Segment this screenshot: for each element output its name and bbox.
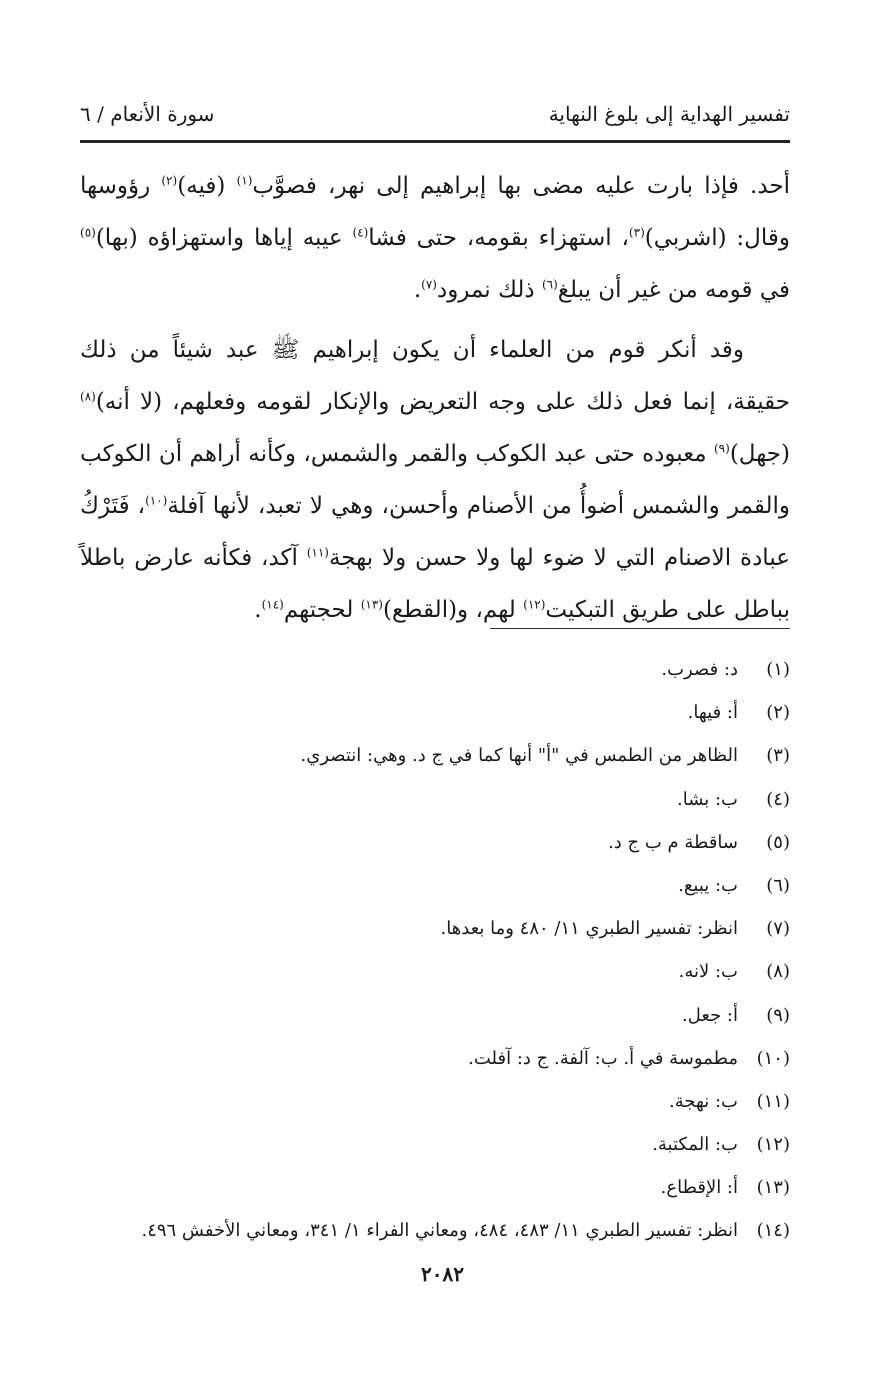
footnote-text: الظاهر من الطمس في "أ" أنها كما في ج د. وهي: انتصري.	[300, 745, 738, 767]
paragraph-1	[80, 160, 790, 316]
footnote-ref-5[interactable]: (٥)	[80, 225, 96, 240]
footnote-number: (١٤)	[756, 1220, 790, 1242]
text-run: عيبه إياها واستهزاؤه (بها)	[95, 225, 353, 251]
footnote-ref-13[interactable]: (١٣)	[360, 597, 383, 612]
footnote-number: (٢)	[766, 702, 790, 724]
footnote-item	[80, 691, 790, 734]
footnote-text: ب: يبيع.	[678, 874, 738, 896]
paragraph-2	[80, 324, 790, 636]
text-run: لحجتهم	[283, 597, 361, 623]
footnote-item	[80, 907, 790, 950]
footnote-text: أ: جعل.	[682, 1004, 738, 1026]
footnote-number: (١٣)	[756, 1177, 790, 1199]
text-run: ذلك نمرود	[436, 277, 542, 303]
footnote-item	[80, 778, 790, 821]
footnote-text: ب: نهجة.	[668, 1090, 738, 1112]
footnote-item	[80, 1037, 790, 1080]
footnote-text: ساقطة م ب ج د.	[608, 831, 738, 853]
footnote-number: (٨)	[766, 961, 790, 983]
footnote-ref-2[interactable]: (٢)	[161, 173, 178, 188]
text-run: (فيه)	[177, 173, 237, 199]
text-run: أحد. فإذا بارت عليه مضى بها إبراهيم إلى نهر، فصوَّب	[252, 173, 791, 199]
footnote-ref-6[interactable]: (٦)	[541, 277, 558, 292]
footnote-ref-11[interactable]: (١١)	[306, 545, 329, 560]
footnote-number: (٧)	[766, 918, 790, 940]
header-divider	[80, 140, 790, 143]
footnote-text: مطموسة في أ. ب: آلفة. ج د: آفلت.	[468, 1047, 738, 1069]
footnote-number: (٥)	[766, 831, 790, 853]
footnote-text: د: فصرب.	[661, 659, 738, 680]
text-run: في قومه من غير أن يبلغ	[557, 277, 790, 303]
footnote-ref-3[interactable]: (٣)	[628, 225, 645, 240]
footnote-item	[80, 821, 790, 864]
footnote-number: (١١)	[756, 1090, 790, 1112]
footnote-number: (٣)	[766, 745, 790, 767]
footnote-item	[80, 1123, 790, 1166]
footnotes-list	[80, 648, 790, 1253]
footnote-divider	[490, 628, 790, 629]
footnote-ref-10[interactable]: (١٠)	[145, 493, 168, 508]
footnote-ref-4[interactable]: (٤)	[352, 225, 369, 240]
footnote-text: انظر: تفسير الطبري ١١/ ٤٨٣، ٤٨٤، ومعاني الفراء ١/ ٣٤١، ومعاني الأخفش ٤٩٦.	[141, 1220, 738, 1242]
footnote-ref-8[interactable]: (٨)	[80, 389, 96, 404]
text-run: لهم، و(القطع)	[382, 597, 524, 623]
footnote-item	[80, 648, 790, 691]
running-header	[80, 100, 790, 136]
text-run: ، فَتَرْكُ عبادة الاصنام التي لا ضوء لها ولا حسن ولا بهجة	[80, 493, 790, 571]
footnote-number: (٩)	[766, 1004, 790, 1026]
footnote-ref-12[interactable]: (١٢)	[523, 597, 546, 612]
footnote-number: (٦)	[766, 874, 790, 896]
footnote-text: ب: لانه.	[678, 961, 738, 983]
footnote-item	[80, 864, 790, 907]
footnote-item	[80, 950, 790, 993]
text-run: .	[254, 597, 262, 623]
text-run: معبوده حتى عبد الكوكب والقمر والشمس، وكأنه أراهم أن الكوكب والقمر والشمس أضوأُ من الأصنام وأحسن، وهي لا تعبد، لأنها آفلة	[80, 441, 790, 519]
footnote-text: انظر: تفسير الطبري ١١/ ٤٨٠ وما بعدها.	[440, 918, 738, 940]
footnote-item	[80, 1209, 790, 1252]
footnote-item	[80, 1166, 790, 1209]
footnote-ref-9[interactable]: (٩)	[713, 441, 730, 456]
footnote-number: (٤)	[766, 788, 790, 810]
footnote-text: أ: الإقطاع.	[660, 1177, 738, 1199]
text-run: آكد، فكأنه عارض باطلاً بباطل على طريق التبكيت	[80, 545, 790, 623]
main-text	[80, 160, 790, 644]
footnote-ref-1[interactable]: (١)	[236, 173, 253, 188]
surah-label: سورة الأنعام / ٦	[80, 102, 215, 126]
footnote-text: أ: فيها.	[687, 702, 738, 724]
footnote-item	[80, 994, 790, 1037]
footnote-number: (١٢)	[756, 1134, 790, 1156]
footnote-item	[80, 1080, 790, 1123]
book-title: تفسير الهداية إلى بلوغ النهاية	[548, 102, 790, 126]
text-run: (جهل)	[729, 441, 790, 467]
text-run: وقد أنكر قوم من العلماء أن يكون إبراهيم ﷺ عبد شيئاً من ذلك حقيقة، إنما فعل ذلك على وجه التعريض والإنكار لقومه وفعلهم، (لا أنه)	[80, 337, 790, 415]
text-run: رؤوسها وقال: (اشربي)	[80, 173, 791, 251]
page-number: ٢٠٨٢	[421, 1262, 464, 1286]
footnote-ref-14[interactable]: (١٤)	[261, 597, 284, 612]
footnote-item	[80, 734, 790, 777]
text-run: .	[413, 277, 422, 303]
footnote-number: (١٠)	[756, 1047, 790, 1069]
footnote-ref-7[interactable]: (٧)	[421, 277, 437, 292]
footnote-text: ب: بشا.	[676, 788, 738, 810]
text-run: ، استهزاء بقومه، حتى فشا	[368, 225, 629, 251]
footnote-number: (١)	[766, 659, 790, 680]
footnote-text: ب: المكتبة.	[652, 1134, 738, 1156]
